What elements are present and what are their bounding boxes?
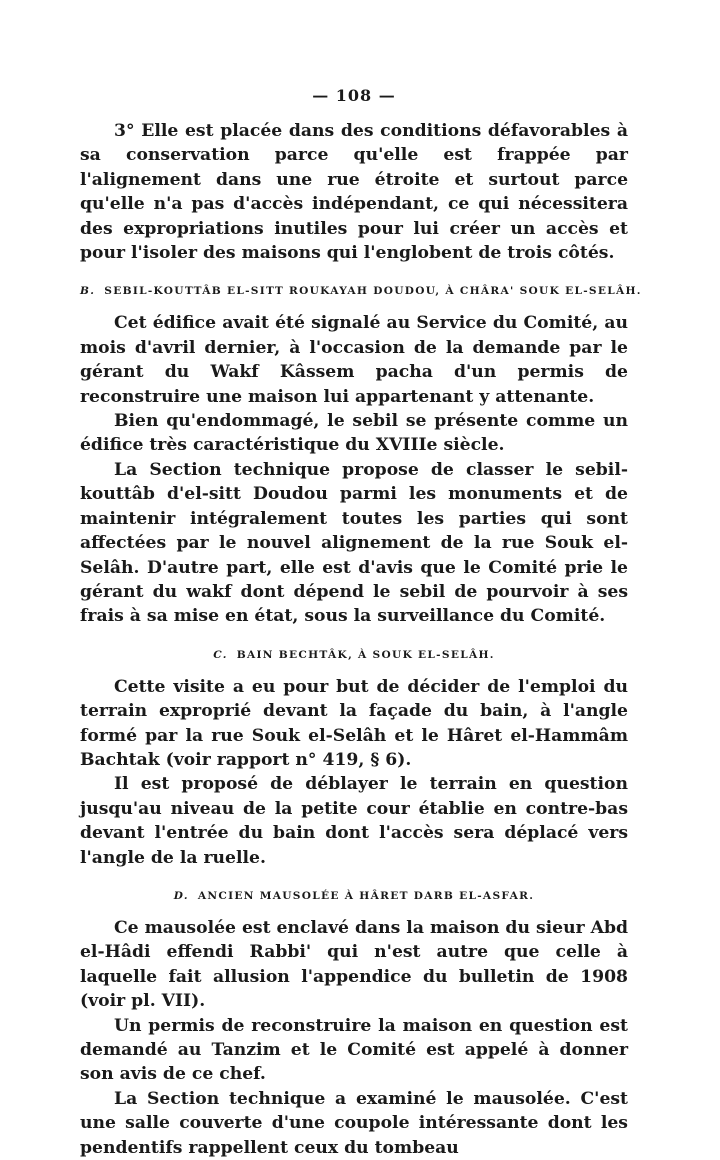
paragraph: La Section technique a examiné le mausolée. C'est une salle couverte d'une coupole intéressante dont les pendentifs rappellent ceux du tombeau (80, 1088, 628, 1158)
section-letter: D. (173, 889, 189, 902)
paragraph: Bien qu'endommagé, le sebil se présente comme un édifice très caractéristique du XVIIIe siècle. (80, 411, 628, 456)
section-letter: C. (213, 648, 228, 661)
intro-paragraph: 3° Elle est placée dans des conditions défavorables à sa conservation parce qu'elle est frappée par l'alignement dans une rue étroite et surtout parce qu'elle n'a pas d'accès indépendant, ce qui nécessitera des expropriations inutiles pour lui créer un accès et pour l'isoler des maisons qui l'englobent de trois côtés. (80, 121, 628, 264)
section-title: ANCIEN MAUSOLÉE À HÂRET DARB EL-ASFAR. (197, 889, 535, 902)
section-heading-b (80, 285, 642, 298)
section-heading-c (80, 649, 628, 661)
paragraph: Cet édifice avait été signalé au Service du Comité, au mois d'avril dernier, à l'occasion de la demande par le gérant du Wakf Kâssem pacha d'un permis de reconstruire une maison lui appartenant y attenante. (80, 313, 628, 407)
paragraph: Il est proposé de déblayer le terrain en question jusqu'au niveau de la petite cour établie en contre-bas devant l'entrée du bain dont l'accès sera déplacé vers l'angle de la ruelle. (80, 774, 628, 868)
paragraph: Un permis de reconstruire la maison en question est demandé au Tanzim et le Comité est appelé à donner son avis de ce chef. (80, 1015, 628, 1085)
paragraph: La Section technique propose de classer le sebil-kouttâb d'el-sitt Doudou parmi les monuments et de maintenir intégralement toutes les parties qui sont affectées par le nouvel alignement de la rue Souk el-Selâh. D'autre part, elle est d'avis que le Comité prie le gérant du wakf dont dépend le sebil de pourvoir à ses frais à sa mise en état, sous la surveillance du Comité. (80, 459, 628, 627)
section-title: BAIN BECHTÂK, À SOUK EL-SELÂH. (236, 648, 495, 661)
page-number: — 108 — (312, 86, 396, 105)
paragraph: Cette visite a eu pour but de décider de l'emploi du terrain exproprié devant la façade du bain, à l'angle formé par la rue Souk el-Selâh et le Hâret el-Hammâm Bachtak (voir rapport n° 419, § 6). (80, 676, 628, 770)
section-letter: B. (80, 285, 96, 298)
section-title: SEBIL-KOUTTÂB EL-SITT ROUKAYAH DOUDOU, À CHÂRA' SOUK EL-SELÂH. (104, 285, 642, 298)
section-heading-d (80, 890, 628, 902)
paragraph: Ce mausolée est enclavé dans la maison du sieur Abd el-Hâdi effendi Rabbi' qui n'est autre que celle à laquelle fait allusion l'appendice du bulletin de 1908 (voir pl. VII). (80, 917, 628, 1012)
page (80, 86, 642, 1160)
